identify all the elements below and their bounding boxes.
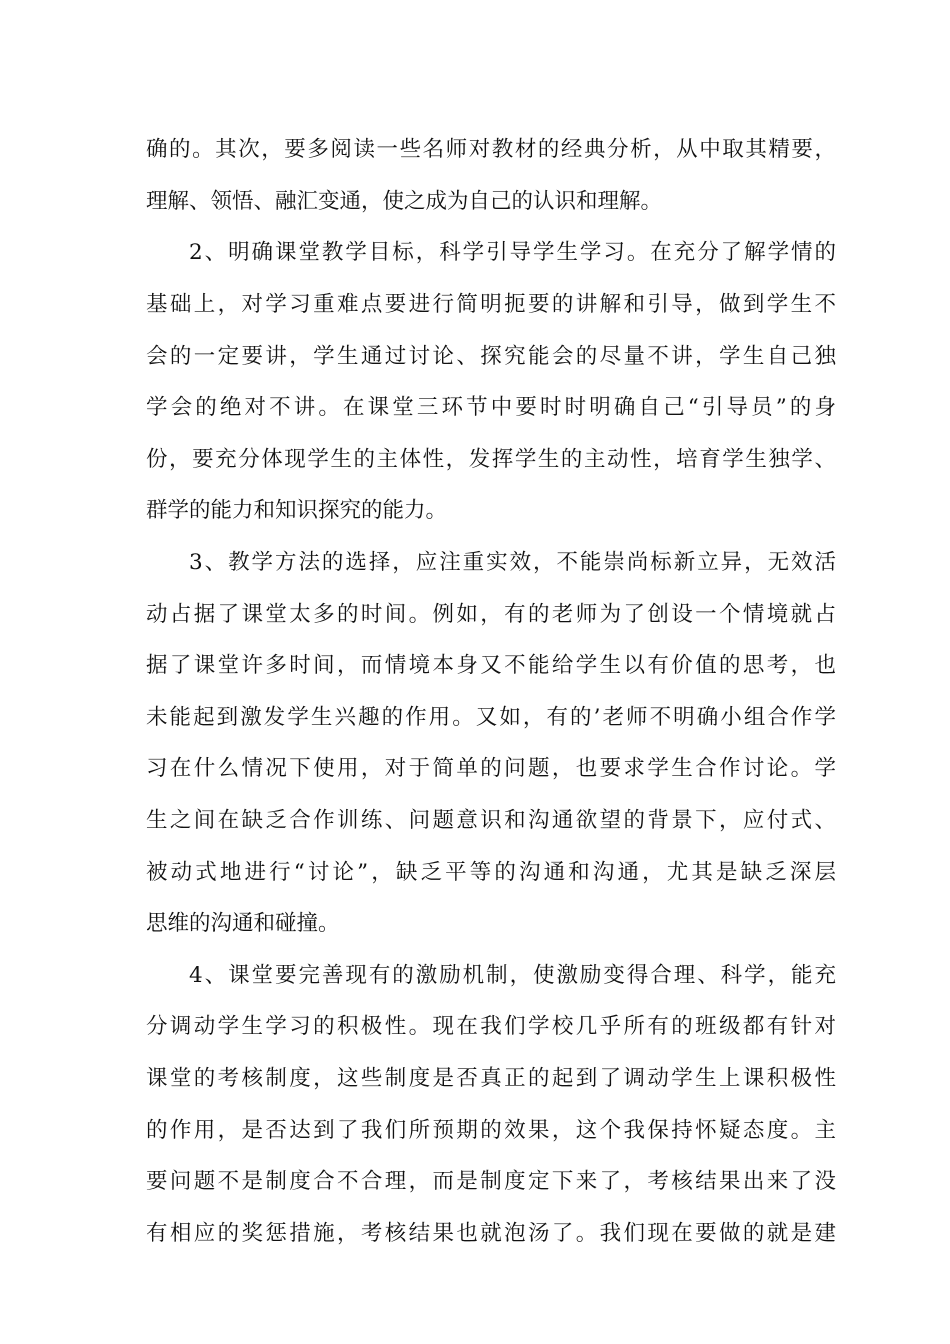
text-line: 被动式地进行“讨论”，缺乏平等的沟通和沟通，尤其是缺乏深层	[146, 860, 836, 885]
paragraph-4-start: 4、课堂要完善现有的激励机制，使激励变得合理、科学，能充	[189, 963, 836, 988]
text-line: 据了课堂许多时间，而情境本身又不能给学生以有价值的思考，也	[146, 653, 836, 678]
text-line: 的作用，是否达到了我们所预期的效果，这个我保持怀疑态度。主	[146, 1118, 836, 1143]
text-line: 要问题不是制度合不合理，而是制度定下来了，考核结果出来了没	[146, 1169, 836, 1194]
text-line: 确的。其次，要多阅读一些名师对教材的经典分析，从中取其精要，	[146, 137, 836, 162]
paragraph-3-start: 3、教学方法的选择，应注重实效，不能崇尚标新立异，无效活	[189, 550, 836, 575]
text-line: 分调动学生学习的积极性。现在我们学校几乎所有的班级都有针对	[146, 1014, 836, 1039]
text-line: 基础上，对学习重难点要进行简明扼要的讲解和引导，做到学生不	[146, 292, 836, 317]
text-line: 有相应的奖惩措施，考核结果也就泡汤了。我们现在要做的就是建	[146, 1221, 836, 1246]
text-line: 理解、领悟、融汇变通，使之成为自己的认识和理解。	[146, 189, 663, 214]
text-line: 动占据了课堂太多的时间。例如，有的老师为了创设一个情境就占	[146, 602, 836, 627]
paragraph-2-start: 2、明确课堂教学目标，科学引导学生学习。在充分了解学情的	[189, 240, 836, 265]
text-line: 学会的绝对不讲。在课堂三环节中要时时明确自己“引导员”的身	[146, 395, 836, 420]
text-line: 份，要充分体现学生的主体性，发挥学生的主动性，培育学生独学、	[146, 447, 836, 472]
text-line: 群学的能力和知识探究的能力。	[146, 498, 448, 523]
text-line: 会的一定要讲，学生通过讨论、探究能会的尽量不讲，学生自己独	[146, 344, 836, 369]
text-line: 习在什么情况下使用，对于简单的问题，也要求学生合作讨论。学	[146, 756, 836, 781]
text-line: 生之间在缺乏合作训练、问题意识和沟通欲望的背景下，应付式、	[146, 808, 836, 833]
text-line: 课堂的考核制度，这些制度是否真正的起到了调动学生上课积极性	[146, 1066, 836, 1091]
text-line: 未能起到激发学生兴趣的作用。又如，有的’老师不明确小组合作学	[146, 705, 836, 730]
text-line: 思维的沟通和碰撞。	[146, 911, 340, 936]
